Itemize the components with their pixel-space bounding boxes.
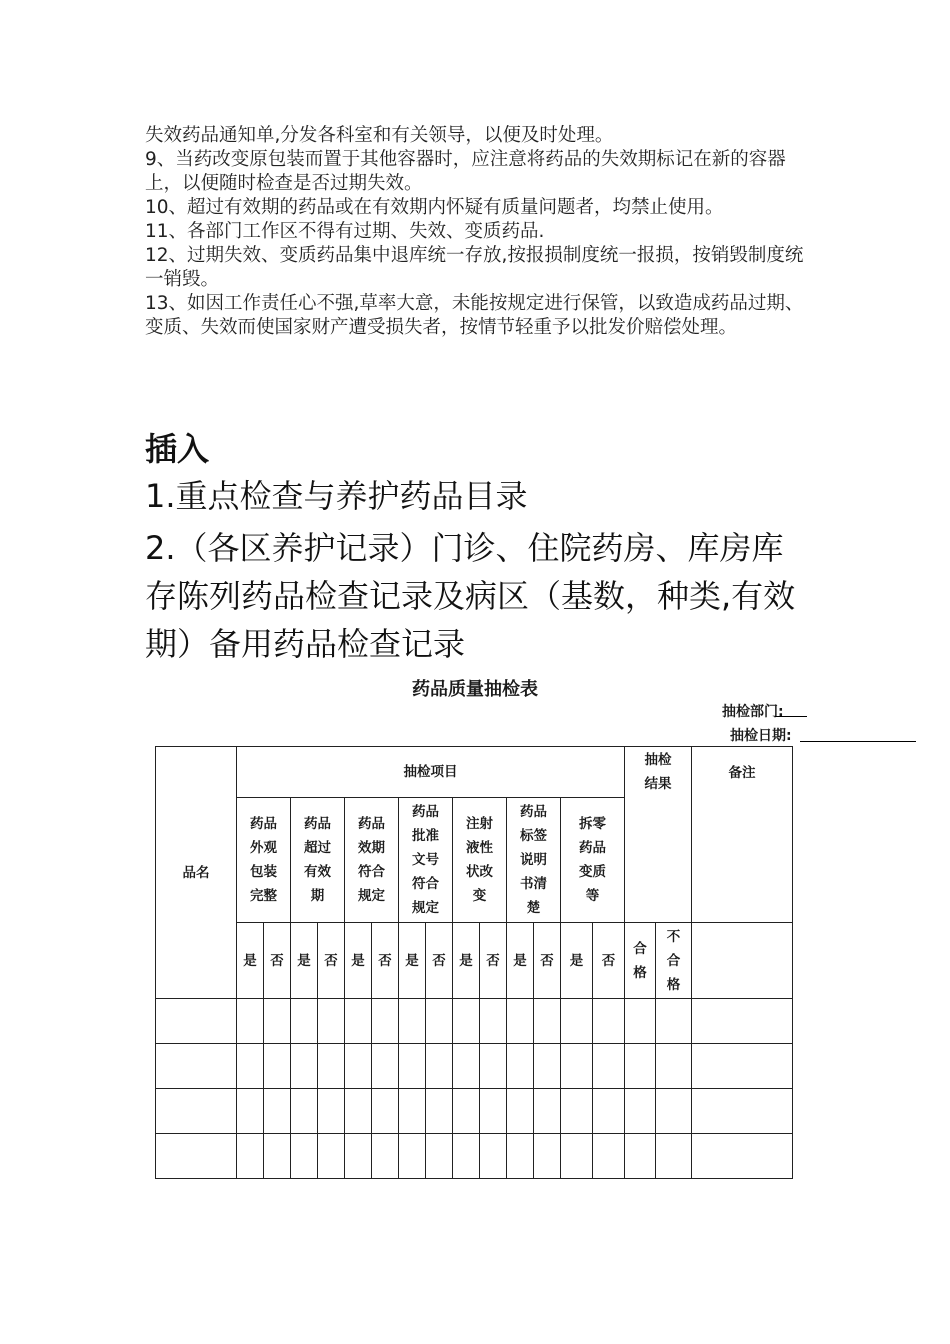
table-cell[interactable] xyxy=(561,1089,593,1134)
table-cell[interactable] xyxy=(480,999,507,1044)
table-row xyxy=(156,1089,793,1134)
col-result-header xyxy=(625,747,692,798)
table-cell[interactable] xyxy=(156,1089,237,1134)
table-cell[interactable] xyxy=(345,1134,372,1179)
table-cell[interactable] xyxy=(625,1089,656,1134)
table-cell[interactable] xyxy=(318,1134,345,1179)
table-cell[interactable] xyxy=(399,1089,426,1134)
table-cell[interactable] xyxy=(237,1044,264,1089)
table-cell[interactable] xyxy=(318,1044,345,1089)
table-cell[interactable] xyxy=(399,999,426,1044)
table-cell[interactable] xyxy=(593,999,625,1044)
date-underline xyxy=(800,741,916,742)
result-spacer xyxy=(625,798,692,923)
item-header: 拆零药品变质等 xyxy=(561,798,625,923)
table-cell[interactable] xyxy=(426,1089,453,1134)
table-row xyxy=(156,1134,793,1179)
table-cell[interactable] xyxy=(372,1089,399,1134)
table-cell[interactable] xyxy=(453,999,480,1044)
no-label: 否 xyxy=(480,923,507,999)
no-label: 否 xyxy=(593,923,625,999)
table-cell[interactable] xyxy=(534,1044,561,1089)
table-cell[interactable] xyxy=(480,1134,507,1179)
date-label: 抽检日期: xyxy=(730,728,792,744)
item-header: 注射液性状改变 xyxy=(453,798,507,923)
table-cell[interactable] xyxy=(561,1044,593,1089)
table-cell[interactable] xyxy=(625,999,656,1044)
table-cell[interactable] xyxy=(237,1134,264,1179)
table-cell[interactable] xyxy=(534,999,561,1044)
yes-label: 是 xyxy=(345,923,372,999)
item-header: 药品批准文号符合规定 xyxy=(399,798,453,923)
pass-label: 合格 xyxy=(625,923,656,999)
no-label: 否 xyxy=(264,923,291,999)
form-title: 药品质量抽检表 xyxy=(412,679,538,700)
table-cell[interactable] xyxy=(291,1044,318,1089)
table-cell[interactable] xyxy=(625,1044,656,1089)
no-label: 否 xyxy=(318,923,345,999)
paragraph: 12、过期失效、变质药品集中退库统一存放,按报损制度统一报损，按销毁制度统一销毁。 xyxy=(145,245,804,290)
table-cell[interactable] xyxy=(593,1089,625,1134)
table-cell[interactable] xyxy=(318,1089,345,1134)
table-cell[interactable] xyxy=(291,999,318,1044)
item-header: 药品效期符合规定 xyxy=(345,798,399,923)
col-note-header: 备注 xyxy=(692,747,793,798)
table-row xyxy=(156,999,793,1044)
paragraph: 13、如因工作责任心不强,草率大意，未能按规定进行保管，以致造成药品过期、变质、失效而使国家财产遭受损失者，按情节轻重予以批发价赔偿处理。 xyxy=(145,293,804,338)
table-cell[interactable] xyxy=(656,1134,692,1179)
note-cell xyxy=(692,923,793,999)
paragraph: 9、当药改变原包装而置于其他容器时，应注意将药品的失效期标记在新的容器上，以便随时检查是否过期失效。 xyxy=(145,149,786,194)
note-spacer xyxy=(692,798,793,923)
no-label: 否 xyxy=(534,923,561,999)
table-cell[interactable] xyxy=(264,1134,291,1179)
item-header: 药品标签说明书清楚 xyxy=(507,798,561,923)
table-cell[interactable] xyxy=(372,999,399,1044)
fail-label: 不合格 xyxy=(656,923,692,999)
table-cell[interactable] xyxy=(507,1089,534,1134)
table-cell[interactable] xyxy=(692,1044,793,1089)
table-row xyxy=(156,1044,793,1089)
yes-label: 是 xyxy=(399,923,426,999)
table-cell[interactable] xyxy=(534,1134,561,1179)
table-cell[interactable] xyxy=(656,999,692,1044)
table-cell[interactable] xyxy=(656,1044,692,1089)
heading-line-2: 2.（各区养护记录）门诊、住院药房、库房库存陈列药品检查记录及病区（基数，种类,有效期）备用药品检查记录 xyxy=(145,529,796,663)
paragraph: 失效药品通知单,分发各科室和有关领导，以便及时处理。 xyxy=(145,125,614,146)
table-cell[interactable] xyxy=(372,1134,399,1179)
table-cell[interactable] xyxy=(507,1044,534,1089)
table-cell[interactable] xyxy=(561,999,593,1044)
table-cell[interactable] xyxy=(399,1044,426,1089)
yes-label: 是 xyxy=(453,923,480,999)
table-cell[interactable] xyxy=(692,1089,793,1134)
table-cell[interactable] xyxy=(625,1134,656,1179)
table-cell[interactable] xyxy=(399,1134,426,1179)
table-cell[interactable] xyxy=(291,1089,318,1134)
col-items-header: 抽检项目 xyxy=(237,747,625,798)
yes-label: 是 xyxy=(291,923,318,999)
table-cell[interactable] xyxy=(692,1134,793,1179)
table-cell[interactable] xyxy=(480,1089,507,1134)
table-cell[interactable] xyxy=(264,1089,291,1134)
table-cell[interactable] xyxy=(656,1089,692,1134)
table-cell[interactable] xyxy=(534,1089,561,1134)
table-cell[interactable] xyxy=(426,1044,453,1089)
table-cell[interactable] xyxy=(561,1134,593,1179)
heading-line-1: 1.重点检查与养护药品目录 xyxy=(145,477,528,515)
table-cell[interactable] xyxy=(237,999,264,1044)
table-cell[interactable] xyxy=(156,1044,237,1089)
body-paragraphs xyxy=(145,124,810,340)
table-cell[interactable] xyxy=(453,1134,480,1179)
table-cell[interactable] xyxy=(264,999,291,1044)
yes-label: 是 xyxy=(237,923,264,999)
table-cell[interactable] xyxy=(593,1044,625,1089)
result-label: 抽检结果 xyxy=(644,752,672,793)
table-cell[interactable] xyxy=(318,999,345,1044)
no-label: 否 xyxy=(426,923,453,999)
item-header: 药品外观包装完整 xyxy=(237,798,291,923)
table-cell[interactable] xyxy=(345,1089,372,1134)
table-cell[interactable] xyxy=(507,1134,534,1179)
dept-underline xyxy=(775,716,807,717)
paragraph: 11、各部门工作区不得有过期、失效、变质药品. xyxy=(145,221,545,242)
table-cell[interactable] xyxy=(264,1044,291,1089)
item-header: 药品超过有效期 xyxy=(291,798,345,923)
table-cell[interactable] xyxy=(692,999,793,1044)
table-cell[interactable] xyxy=(237,1089,264,1134)
table-cell[interactable] xyxy=(453,1044,480,1089)
yes-label: 是 xyxy=(561,923,593,999)
table-cell[interactable] xyxy=(156,999,237,1044)
yes-label: 是 xyxy=(507,923,534,999)
inspection-table xyxy=(155,746,793,1179)
no-label: 否 xyxy=(372,923,399,999)
table-cell[interactable] xyxy=(453,1089,480,1134)
table-cell[interactable] xyxy=(345,999,372,1044)
table-cell[interactable] xyxy=(345,1044,372,1089)
table-cell[interactable] xyxy=(426,999,453,1044)
table-cell[interactable] xyxy=(426,1134,453,1179)
table-cell[interactable] xyxy=(291,1134,318,1179)
paragraph: 10、超过有效期的药品或在有效期内怀疑有质量问题者，均禁止使用。 xyxy=(145,197,724,218)
table-cell[interactable] xyxy=(372,1044,399,1089)
heading-insert: 插入 xyxy=(145,430,210,468)
table-cell[interactable] xyxy=(593,1134,625,1179)
table-cell[interactable] xyxy=(156,1134,237,1179)
table-cell[interactable] xyxy=(507,999,534,1044)
dept-label: 抽检部门: xyxy=(722,704,784,720)
table-cell[interactable] xyxy=(480,1044,507,1089)
col-name-header: 品名 xyxy=(156,747,237,999)
